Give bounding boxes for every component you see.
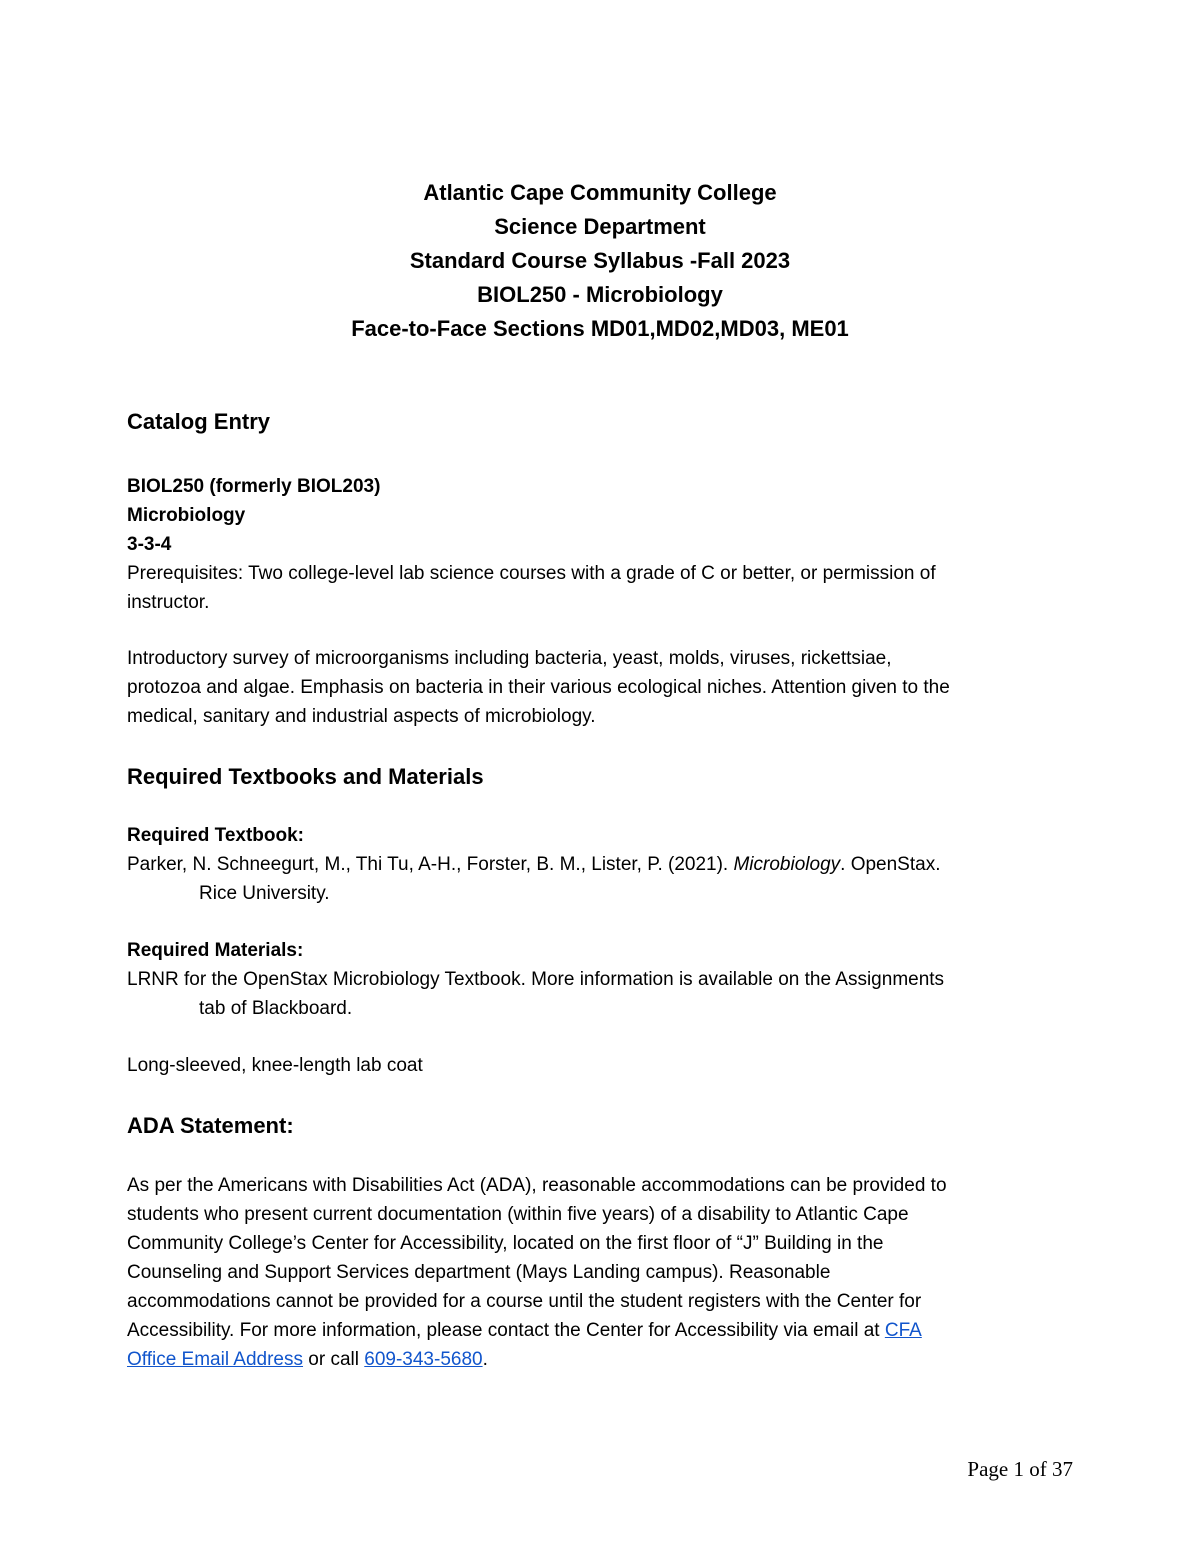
- catalog-section: [127, 407, 1077, 437]
- ada-line-7: [127, 1345, 1077, 1374]
- citation-authors: Parker, N. Schneegurt, M., Thi Tu, A-H., Forster, B. M., Lister, P. (2021).: [127, 854, 734, 875]
- ada-heading: ADA Statement:: [127, 1113, 294, 1138]
- catalog-heading: Catalog Entry: [127, 409, 271, 434]
- sections-line: Face-to-Face Sections MD01,MD02,MD03, ME01: [351, 316, 849, 341]
- catalog-details: [127, 472, 1077, 617]
- citation-publisher: . OpenStax.: [840, 854, 941, 875]
- textbooks-section: [127, 762, 1077, 792]
- ada-section: [127, 1111, 1077, 1141]
- period: .: [482, 1349, 488, 1370]
- cfa-email-link-continued[interactable]: Office Email Address: [127, 1349, 304, 1370]
- phone-link[interactable]: 609-343-5680: [364, 1349, 483, 1370]
- prerequisites-line-2: instructor.: [127, 592, 210, 613]
- cfa-email-link[interactable]: CFA: [884, 1320, 922, 1341]
- syllabus-header: [0, 176, 1200, 346]
- materials-entry: [127, 936, 1077, 1023]
- textbook-citation-line-2: Rice University.: [199, 883, 330, 904]
- ada-line-1: As per the Americans with Disabilities Act (ADA), reasonable accommodations can be provided to: [127, 1175, 947, 1196]
- ada-line-6-text: Accessibility. For more information, please contact the Center for Accessibility via email at: [127, 1320, 885, 1341]
- ada-line-6: [127, 1316, 1077, 1345]
- ada-statement: [127, 1171, 1077, 1374]
- course-credits: 3-3-4: [127, 534, 172, 555]
- textbooks-heading: Required Textbooks and Materials: [127, 764, 484, 789]
- course-description: [127, 644, 1077, 731]
- college-name: Atlantic Cape Community College: [423, 180, 777, 205]
- prerequisites-line-1: Prerequisites: Two college-level lab science courses with a grade of C or better, or permission of: [127, 563, 936, 584]
- call-text: or call: [303, 1349, 365, 1370]
- ada-line-3: Community College’s Center for Accessibility, located on the first floor of “J” Building in the: [127, 1233, 884, 1254]
- ada-line-5: accommodations cannot be provided for a course until the student registers with the Center for: [127, 1291, 922, 1312]
- ada-line-2: students who present current documentation (within five years) of a disability to Atlantic Cape: [127, 1204, 909, 1225]
- lab-coat-entry: [127, 1051, 1077, 1080]
- department-name: Science Department: [494, 214, 706, 239]
- materials-label: Required Materials:: [127, 940, 304, 961]
- textbook-label: Required Textbook:: [127, 825, 304, 846]
- syllabus-title: Standard Course Syllabus -Fall 2023: [409, 248, 791, 273]
- textbook-citation: [127, 850, 1077, 879]
- description-line-1: Introductory survey of microorganisms including bacteria, yeast, molds, viruses, rickettsiae,: [127, 648, 892, 669]
- textbook-entry: [127, 821, 1077, 908]
- materials-line-2: tab of Blackboard.: [199, 998, 353, 1019]
- citation-title: Microbiology: [733, 854, 841, 875]
- lab-coat-text: Long-sleeved, knee-length lab coat: [127, 1055, 423, 1076]
- description-line-2: protozoa and algae. Emphasis on bacteria in their various ecological niches. Attention given to the: [127, 677, 950, 698]
- description-line-3: medical, sanitary and industrial aspects of microbiology.: [127, 706, 596, 727]
- page-number: Page 1 of 37: [967, 1457, 1073, 1481]
- ada-line-4: Counseling and Support Services department (Mays Landing campus). Reasonable: [127, 1262, 831, 1283]
- course-code: BIOL250 (formerly BIOL203): [127, 476, 381, 497]
- materials-line-1: LRNR for the OpenStax Microbiology Textbook. More information is available on the Assignments: [127, 969, 945, 990]
- course-title: BIOL250 - Microbiology: [477, 282, 723, 307]
- course-name: Microbiology: [127, 505, 246, 526]
